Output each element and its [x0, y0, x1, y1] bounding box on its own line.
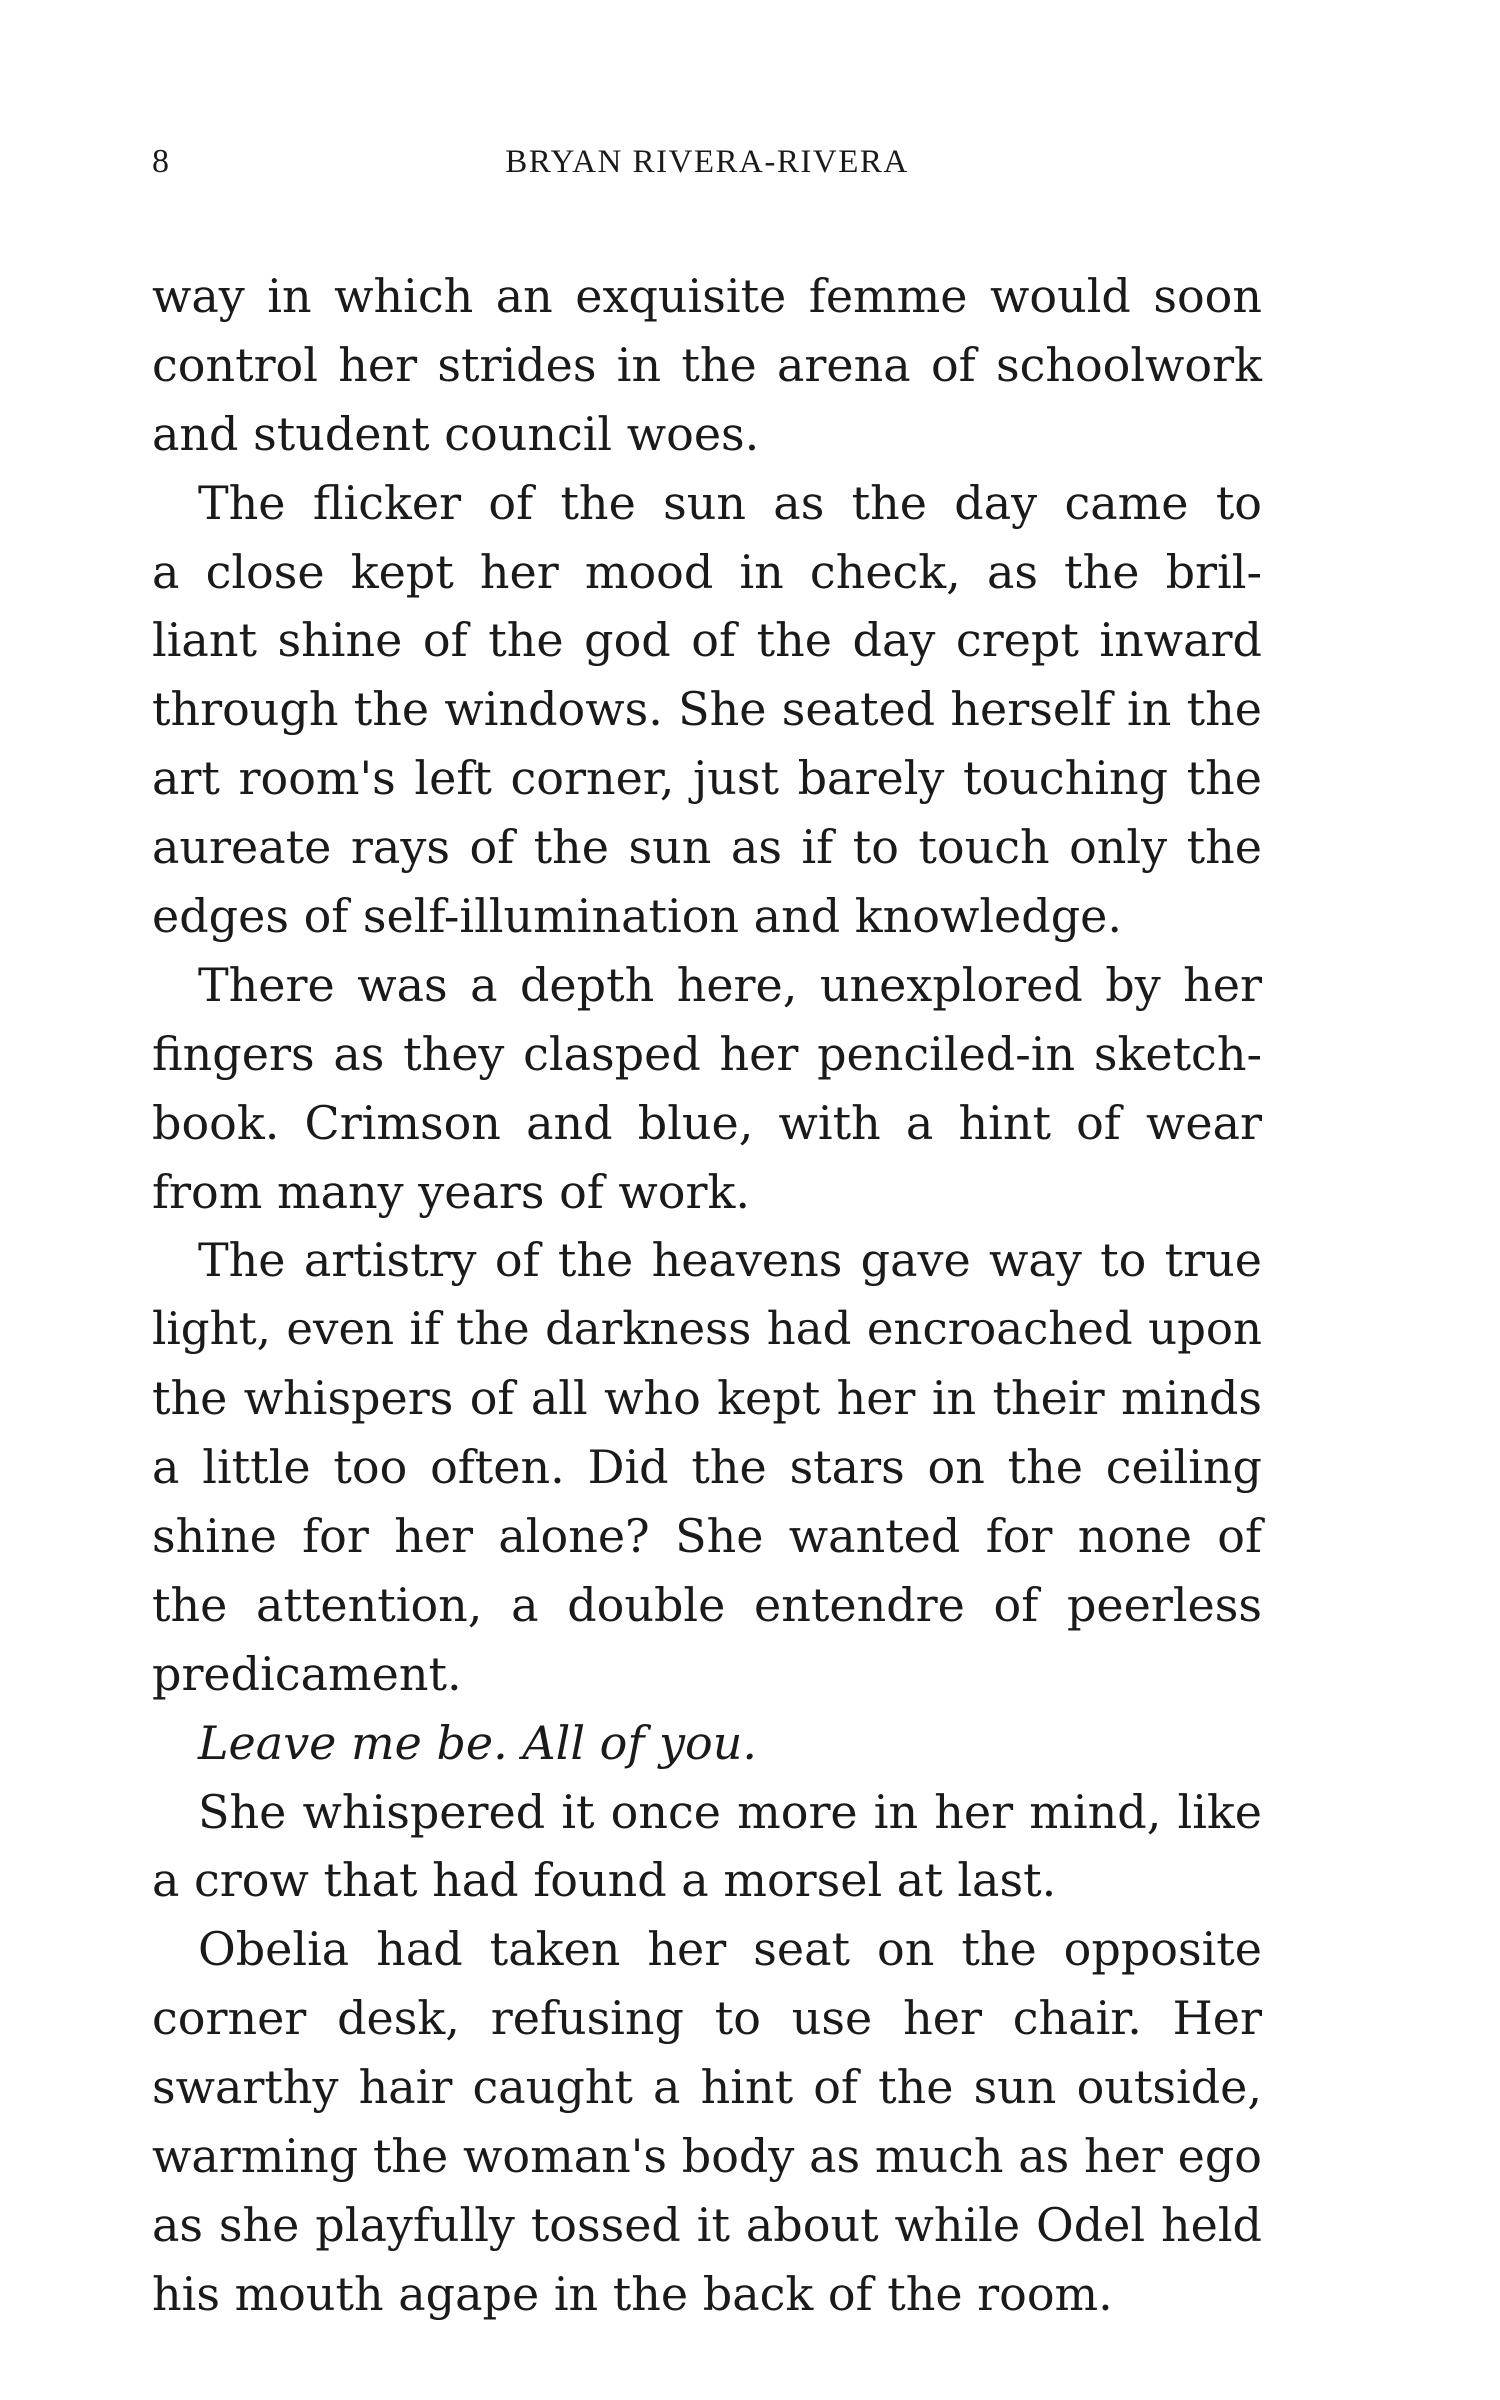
text-line: predicament.: [152, 1646, 462, 1701]
text-line: control her strides in the arena of schoolwork: [152, 337, 1262, 392]
text-line: and student council woes.: [152, 406, 760, 461]
text-line: corner desk, refusing to use her chair. Her: [152, 1991, 1262, 2046]
text-line: There was a depth here, unexplored by her: [198, 957, 1262, 1012]
text-line: liant shine of the god of the day crept inward: [152, 613, 1262, 668]
text-line: The flicker of the sun as the day came to: [198, 475, 1262, 530]
author-name: BRYAN RIVERA-RIVERA: [505, 144, 909, 180]
text-line: the whispers of all who kept her in their minds: [152, 1371, 1262, 1426]
page-number: 8: [152, 143, 169, 180]
body-text: [152, 262, 1262, 2329]
text-line: art room's left corner, just barely touching the: [152, 751, 1262, 806]
text-line: the attention, a double entendre of peerless: [152, 1577, 1262, 1632]
text-line: The artistry of the heavens gave way to true: [198, 1233, 1262, 1288]
text-line: swarthy hair caught a hint of the sun outside,: [152, 2060, 1262, 2115]
italic-text-line: Leave me be. All of you.: [198, 1715, 757, 1770]
text-line: She whispered it once more in her mind, like: [198, 1784, 1262, 1839]
text-line: as she playfully tossed it about while Odel held: [152, 2197, 1262, 2252]
text-line: fingers as they clasped her penciled-in sketch-: [152, 1026, 1262, 1081]
text-line: a crow that had found a morsel at last.: [152, 1853, 1057, 1908]
text-line: aureate rays of the sun as if to touch only the: [152, 820, 1262, 875]
text-line: book. Crimson and blue, with a hint of wear: [152, 1095, 1262, 1150]
text-line: warming the woman's body as much as her ego: [152, 2129, 1262, 2184]
text-line: a close kept her mood in check, as the bril-: [152, 544, 1262, 599]
text-line: a little too often. Did the stars on the ceiling: [152, 1440, 1262, 1495]
text-line: through the windows. She seated herself in the: [152, 682, 1262, 737]
running-header: [152, 140, 1262, 184]
text-line: light, even if the darkness had encroached upon: [152, 1302, 1262, 1356]
text-line: edges of self-illumination and knowledge.: [152, 889, 1123, 944]
text-line: from many years of work.: [152, 1164, 750, 1219]
text-line: Obelia had taken her seat on the opposite: [198, 1922, 1262, 1977]
text-line: shine for her alone? She wanted for none of: [152, 1509, 1262, 1564]
text-line: his mouth agape in the back of the room.: [152, 2266, 1113, 2321]
text-line: way in which an exquisite femme would soon: [152, 269, 1262, 323]
